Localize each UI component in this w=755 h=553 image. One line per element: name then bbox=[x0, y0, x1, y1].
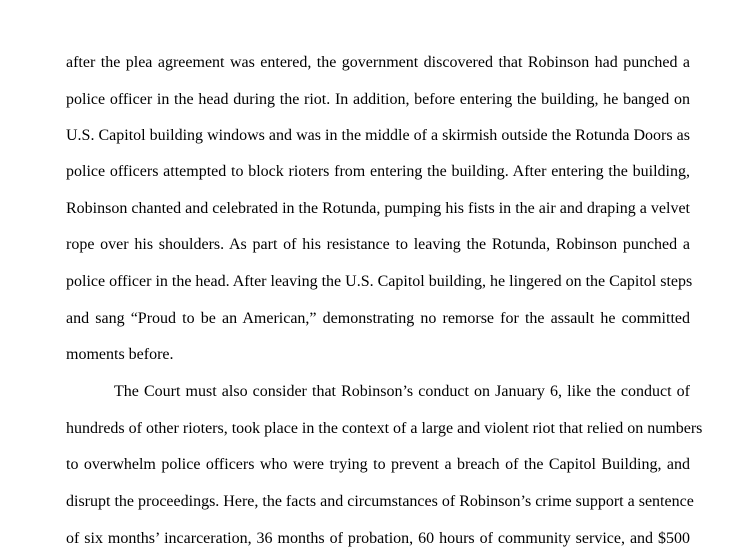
text-line: hundreds of other rioters, took place in the context of a large and violent riot that relied on numbers bbox=[66, 420, 703, 437]
text-line: Robinson chanted and celebrated in the Rotunda, pumping his fists in the air and draping a velvet bbox=[66, 200, 690, 217]
text-line: and sang “Proud to be an American,” demonstrating no remorse for the assault he committed bbox=[66, 310, 690, 327]
text-line: of six months’ incarceration, 36 months of probation, 60 hours of community service, and $500 bbox=[66, 530, 690, 547]
text-line: U.S. Capitol building windows and was in the middle of a skirmish outside the Rotunda Doors as bbox=[66, 127, 690, 144]
text-line: police officers attempted to block rioters from entering the building. After entering the building, bbox=[66, 163, 690, 180]
text-line: police officer in the head. After leaving the U.S. Capitol building, he lingered on the Capitol steps bbox=[66, 273, 693, 290]
text-line: to overwhelm police officers who were trying to prevent a breach of the Capitol Building, and bbox=[66, 456, 690, 473]
text-line: rope over his shoulders. As part of his resistance to leaving the Rotunda, Robinson punched a bbox=[66, 236, 690, 253]
text-line: moments before. bbox=[66, 346, 174, 363]
text-line: disrupt the proceedings. Here, the facts and circumstances of Robinson’s crime support a sentence bbox=[66, 493, 694, 510]
text-line: police officer in the head during the riot. In addition, before entering the building, he banged on bbox=[66, 91, 690, 108]
text-line: The Court must also consider that Robinson’s conduct on January 6, like the conduct of bbox=[114, 383, 690, 400]
text-line: after the plea agreement was entered, the government discovered that Robinson had punched a bbox=[66, 54, 690, 71]
